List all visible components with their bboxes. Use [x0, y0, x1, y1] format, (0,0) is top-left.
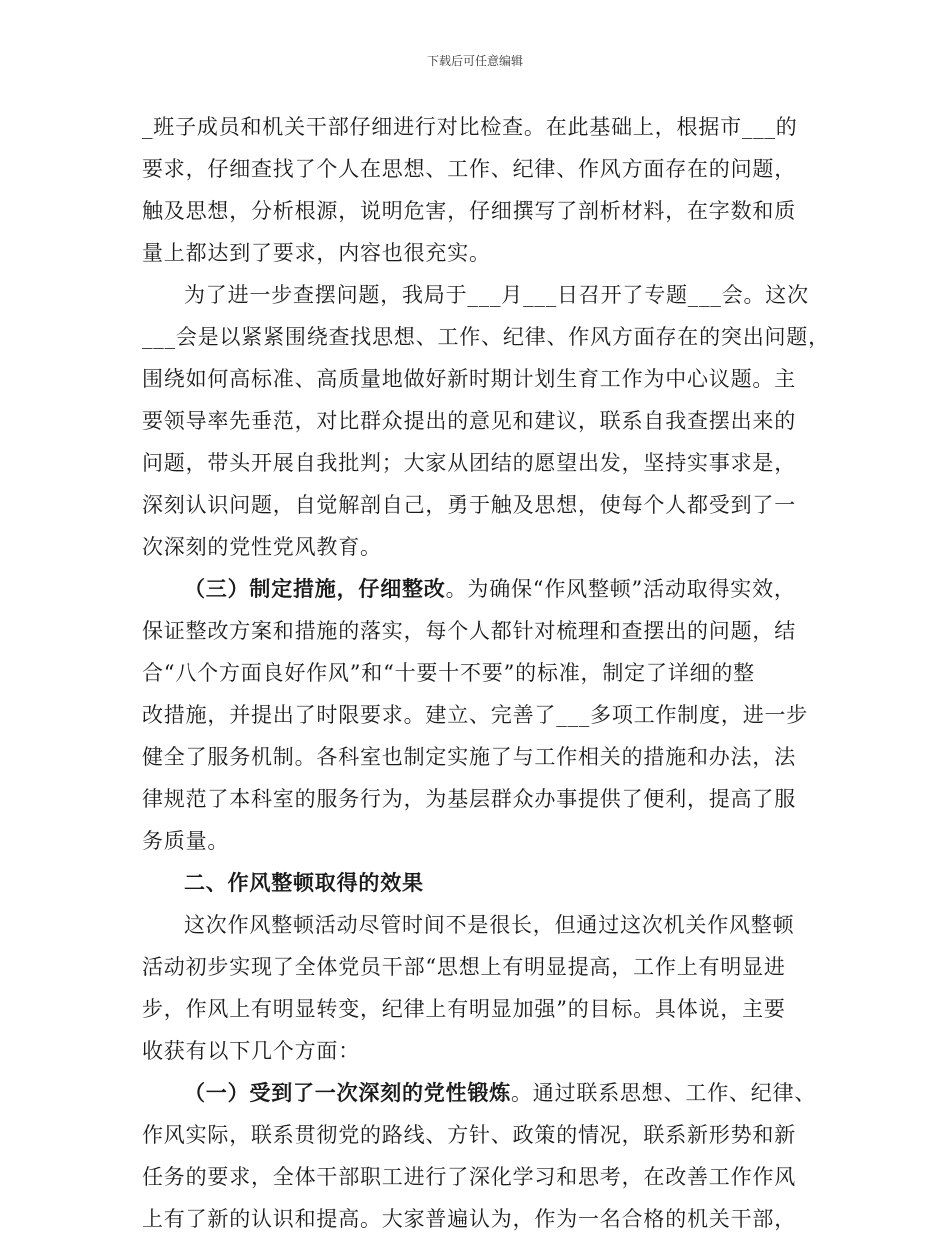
paragraph — [142, 568, 818, 862]
text-line: 活动初步实现了全体党员干部“思想上有明显提高，工作上有明显进 — [142, 955, 786, 979]
text-line — [142, 568, 818, 610]
text-line: 深刻认识问题，自觉解剖自己，勇于触及思想，使每个人都受到了一 — [142, 493, 796, 517]
paragraph — [142, 106, 818, 274]
paragraph — [142, 904, 818, 1072]
text-line: 任务的要求，全体干部职工进行了深化学习和思考，在改善工作作风 — [142, 1165, 796, 1189]
text-line: 步，作风上有明显转变，纪律上有明显加强”的目标。具体说，主要 — [142, 997, 786, 1021]
document-body — [142, 106, 830, 1240]
text-line: 为了进一步查摆问题，我局于___月___日召开了专题___会。这次 — [184, 283, 809, 307]
text-line: 量上都达到了要求，内容也很充实。 — [142, 241, 491, 265]
text-line: 次深刻的党性党风教育。 — [142, 535, 382, 559]
text-line — [142, 1072, 818, 1114]
paragraph — [142, 274, 830, 568]
section-title: 二、作风整顿取得的效果 — [184, 870, 424, 895]
text-line: 要领导率先垂范，对比群众提出的意见和建议，联系自我查摆出来的 — [142, 409, 796, 433]
text-line: 收获有以下几个方面： — [142, 1039, 360, 1063]
text-line: 务质量。 — [142, 829, 230, 853]
text-line: 围绕如何高标准、高质量地做好新时期计划生育工作为中心议题。主 — [142, 367, 796, 391]
text-line: 上有了新的认识和提高。大家普遍认为，作为一名合格的机关干部， — [142, 1207, 796, 1231]
text-line: 问题，带头开展自我批判；大家从团结的愿望出发，坚持实事求是， — [142, 451, 796, 475]
text-line: 健全了服务机制。各科室也制定实施了与工作相关的措施和办法，法 — [142, 745, 796, 769]
text-line: 保证整改方案和措施的落实，每个人都针对梳理和查摆出的问题，结 — [142, 619, 796, 643]
paragraph — [142, 1072, 818, 1240]
text-line: _班子成员和机关干部仔细进行对比检查。在此基础上，根据市___的 — [142, 115, 798, 139]
text-line: 要求，仔细查找了个人在思想、工作、纪律、作风方面存在的问题， — [142, 157, 796, 181]
text-line: 这次作风整顿活动尽管时间不是很长，但通过这次机关作风整顿 — [184, 913, 795, 937]
page-header: 下载后可任意编辑 — [426, 54, 523, 68]
text-line: 律规范了本科室的服务行为，为基层群众办事提供了便利，提高了服 — [142, 787, 796, 811]
text-line: ___会是以紧紧围绕查找思想、工作、纪律、作风方面存在的突出问题， — [142, 325, 830, 349]
text-run: 。为确保“作风整顿”活动取得实效， — [445, 577, 796, 601]
text-line: 作风实际，联系贯彻党的路线、方针、政策的情况，联系新形势和新 — [142, 1123, 796, 1147]
text-line: 改措施，并提出了时限要求。建立、完善了___多项工作制度，进一步 — [142, 703, 809, 727]
subsection-heading: （一）受到了一次深刻的党性锻炼 — [184, 1080, 511, 1105]
text-line: 合“八个方面良好作风”和“十要十不要”的标准，制定了详细的整 — [142, 661, 755, 685]
text-line: 触及思想，分析根源，说明危害，仔细撰写了剖析材料，在字数和质 — [142, 199, 796, 223]
text-run: 。通过联系思想、工作、纪律、 — [511, 1081, 817, 1105]
subsection-heading: （三）制定措施，仔细整改 — [184, 576, 446, 601]
